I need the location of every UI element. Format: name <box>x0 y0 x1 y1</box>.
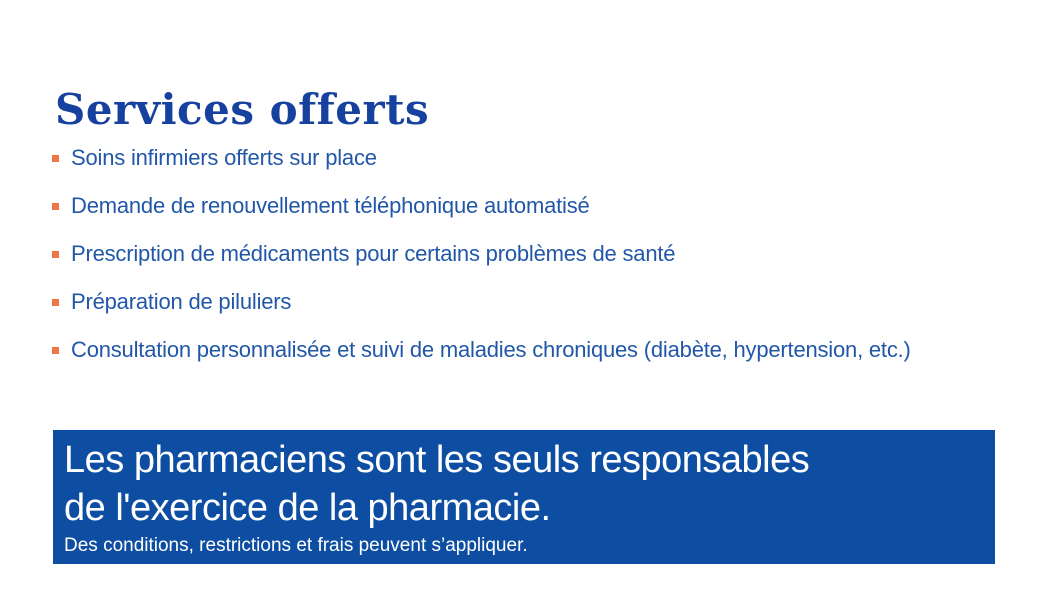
banner-headline <box>64 436 985 532</box>
bullet-square-icon <box>52 251 59 258</box>
disclaimer-banner <box>53 430 995 564</box>
page-title: Services offerts <box>55 85 430 135</box>
service-item-label: Préparation de piluliers <box>71 289 292 314</box>
service-item-label: Demande de renouvellement téléphonique automatisé <box>71 193 590 218</box>
bullet-square-icon <box>52 203 59 210</box>
bullet-square-icon <box>52 155 59 162</box>
list-item <box>52 243 911 265</box>
list-item <box>52 291 911 313</box>
banner-note: Des conditions, restrictions et frais peuvent s’appliquer. <box>64 535 528 556</box>
banner-headline-line2: de l'exercice de la pharmacie. <box>64 487 551 529</box>
list-item <box>52 339 911 361</box>
services-list <box>52 147 911 387</box>
service-item-label: Soins infirmiers offerts sur place <box>71 145 377 170</box>
service-item-label: Consultation personnalisée et suivi de maladies chroniques (diabète, hypertension, etc.) <box>71 337 911 362</box>
list-item <box>52 147 911 169</box>
bullet-square-icon <box>52 347 59 354</box>
banner-headline-line1: Les pharmaciens sont les seuls responsables <box>64 439 810 481</box>
service-item-label: Prescription de médicaments pour certains problèmes de santé <box>71 241 676 266</box>
list-item <box>52 195 911 217</box>
bullet-square-icon <box>52 299 59 306</box>
